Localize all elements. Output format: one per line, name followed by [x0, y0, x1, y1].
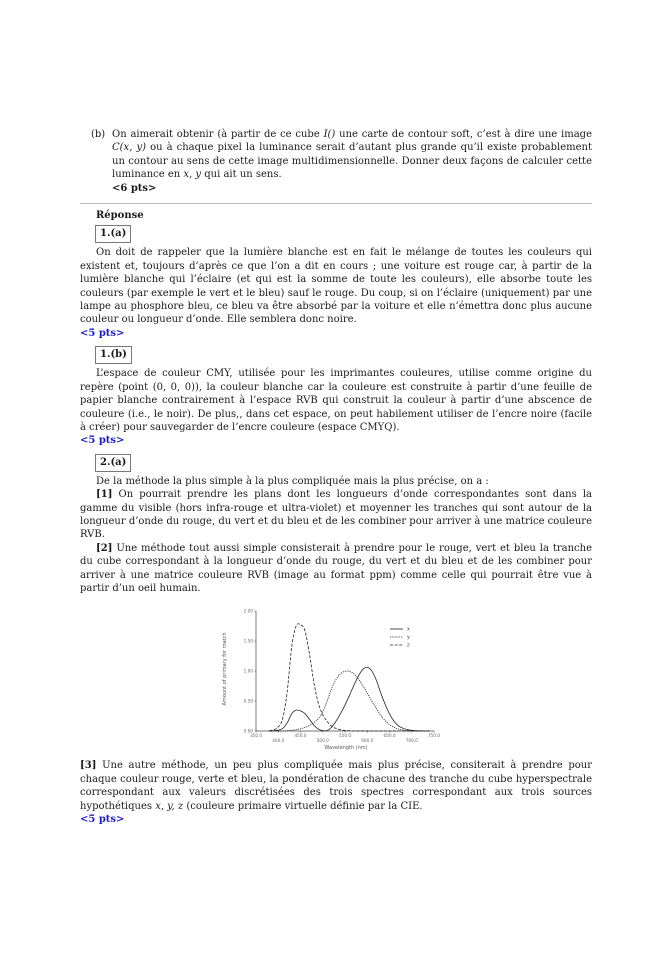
answer-heading: Réponse — [96, 210, 144, 222]
chart-legend — [390, 627, 410, 649]
series-z-line — [269, 624, 429, 731]
x-tick-label: 750.0 — [428, 733, 440, 739]
method-1 — [80, 488, 592, 542]
method-3-text: Une autre méthode, un peu plus compliquée mais plus précise, consiterait à prendre pour chaque couleur rouge, verte et bleu, la pondération de chacune des tranche du cube hyperspectrale correspondant aux valeurs discrétisées des trois spectres correspondant aux trois sources hypothétiques — [80, 760, 592, 812]
method-3-tag: [3] — [80, 760, 97, 772]
section-label-2a: 2.(a) — [95, 454, 131, 472]
question-text-1: On aimerait obtenir (à partir de ce cube — [112, 129, 324, 140]
section-label-1a: 1.(a) — [95, 225, 131, 243]
section-2a-points: <5 pts> — [80, 814, 125, 825]
legend-label-z: z — [407, 642, 410, 649]
method-3 — [80, 759, 592, 813]
section-2a-intro: De la méthode la plus simple à la plus compliquée mais la plus précise, on a : — [96, 475, 489, 487]
method-2-text: Une méthode tout aussi simple consisterait à prendre pour le rouge, vert et bleu la tranche du cube correspondant à la longueur d’onde du rouge, du vert et du bleu et de les combiner pour arriver à une matrice couleure RVB (image au format ppm) comme celle qui pourrait être vue à partir d’un oeil humain. — [80, 542, 592, 594]
x-tick-label: 550.0 — [339, 733, 351, 739]
x-tick-label: 450.0 — [294, 733, 307, 739]
question-label: (b) — [91, 129, 106, 140]
x-tick-label: 350.0 — [250, 733, 262, 739]
section-1b-points: <5 pts> — [80, 435, 125, 447]
y-tick-label: 1.50 — [243, 638, 253, 644]
document-flow — [80, 128, 592, 832]
separator-rule — [80, 203, 592, 204]
question-points: <6 pts> — [112, 182, 157, 194]
y-axis-label: Amount of primary for match — [222, 632, 228, 706]
section-1a-points: <5 pts> — [80, 327, 125, 339]
math-xyz: x, y, z — [155, 800, 184, 812]
legend-label-x: x — [407, 626, 410, 633]
y-tick-label: 0.50 — [243, 698, 253, 704]
cie-color-matching-chart — [220, 603, 456, 753]
x-tick-label: 600.0 — [361, 738, 374, 744]
legend-label-y: y — [407, 634, 410, 641]
math-I: I() — [323, 129, 336, 140]
x-tick-label: 400.0 — [272, 738, 285, 744]
method-3-tail: (couleure primaire virtuelle définie par la CIE. — [183, 800, 423, 812]
method-1-tag: [1] — [96, 489, 113, 501]
y-tick-label: 0.00 — [243, 728, 253, 734]
y-tick-label: 1.00 — [243, 668, 253, 674]
series-y-line — [269, 671, 429, 731]
section-label-1b: 1.(b) — [95, 346, 132, 364]
y-tick-label: 2.00 — [243, 608, 253, 614]
x-tick-label: 650.0 — [383, 733, 396, 739]
question-text-4: qui ait un sens. — [201, 169, 282, 181]
method-1-text: On pourrait prendre les plans dont les longueurs d’onde correspondantes sont dans la gamme du visible (hors infra-rouge et ultra-violet) et moyenner les tranches qui sont autour de la longueur d’onde du rouge, du vert et du bleu et de les combiner pour arriver à une matrice couleure RVB. — [80, 489, 592, 541]
question-text-3: ou à chaque pixel la luminance serait d’autant plus grande qu’il existe probablement un contour au sens de cette image multidimensionnelle. Donner deux façons de calculer cette luminance en — [112, 142, 592, 181]
x-tick-label: 700.0 — [405, 738, 418, 744]
section-1b-text: L’espace de couleur CMY, utilisée pour les imprimantes couleures, utilise comme origine du repère (point (0, 0, 0)), la couleur blanche car la couleure est construite à partir d’une feuille de papier blanche contrairement à l’espace RVB qui construit la couleur à partir d’une abscence de couleure (i.e., le noir). De plus,, dans cet espace, on peut habilement utiliser de l’encre noire (facile à créer) pour sauvegarder de l’encre couleure (espace CMYQ). — [80, 368, 592, 433]
math-xy: x, y — [183, 169, 202, 181]
series-x-line — [269, 668, 429, 732]
method-2 — [80, 542, 592, 596]
chart-axes — [244, 609, 441, 744]
section-1a-text: On doit de rappeler que la lumière blanche est en fait le mélange de toutes les couleurs qui existent et, toujours d’après ce que l’on a dit en cours ; une voiture est rouge car, à partir de la lumière blanche qui l’éclaire (et qui est la somme de toute les couleurs), elle absorbe toute les couleurs (par exemple le vert et le bleu) sauf le rouge. Du coup, si on l’éclaire (uniquement) par une lampe au phosphore bleu, ce bleu va être absorbé par la voiture et elle n’émettra donc plus aucune couleur ou longueur d’onde. Elle semblera donc noire. — [80, 247, 592, 326]
x-axis-label: Wavelength (nm) — [324, 745, 368, 752]
chart-container — [80, 603, 592, 753]
question-b — [91, 128, 592, 195]
question-text-2: une carte de contour soft, c’est à dire une image — [335, 129, 592, 140]
x-tick-label: 500.0 — [316, 738, 329, 744]
math-Cxy: C(x, y) — [112, 142, 146, 154]
method-2-tag: [2] — [96, 542, 113, 554]
chart-series — [269, 624, 429, 731]
